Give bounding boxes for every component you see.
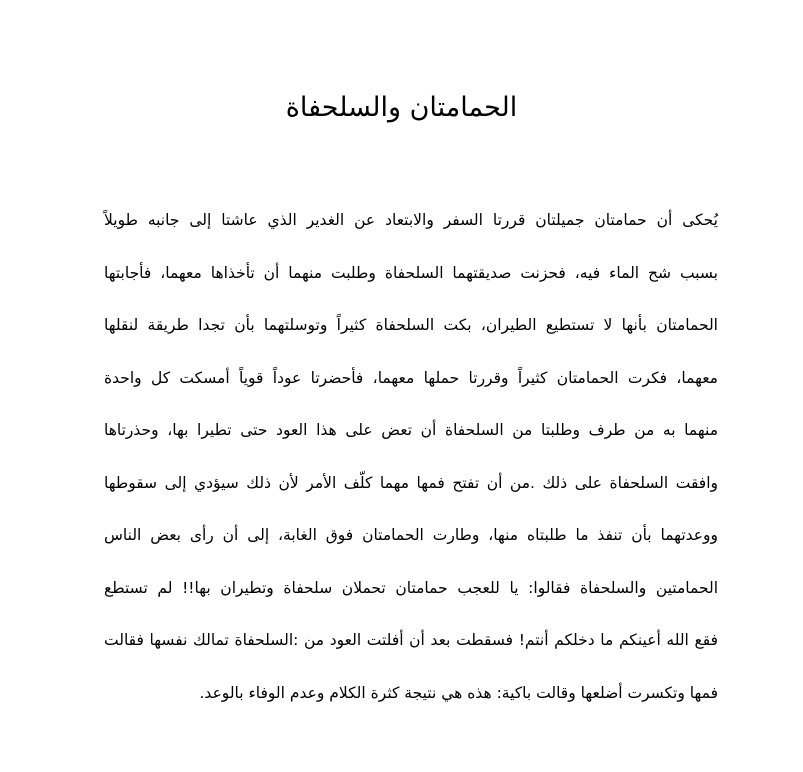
paragraph-line: بسبب شح الماء فيه، فحزنت صديقتهما السلحفاة وطلبت منهما أن تأخذاها معهما، فأجابتها	[104, 263, 718, 282]
paragraph-line: وافقت السلحفاة على ذلك .من أن تفتح فمها مهما كلّف الأمر لأن ذلك سيؤدي إلى سقوطها	[104, 473, 718, 492]
story-paragraph	[104, 203, 718, 728]
paragraph-line: معهما، فكرت الحمامتان كثيراً وقررتا حملها معهما، فأحضرتا عوداً قوياً أمسكت كل واحدة	[104, 368, 718, 387]
paragraph-line: ووعدتهما بأن تنفذ ما طلبتاه منها، وطارت الحمامتان فوق الغابة، إلى أن رأى بعض الناس	[104, 526, 718, 544]
paragraph-line: الحمامتين والسلحفاة فقالوا: يا للعجب حمامتان تحملان سلحفاة وتطيران بها!! لم تستطع	[104, 578, 718, 597]
paragraph-line: يُحكى أن حمامتان جميلتان قررتا السفر والابتعاد عن الغدير الذي عاشتا إلى جانبه طويلاً	[104, 211, 718, 229]
paragraph-line: منهما به من طرف وطلبتا من السلحفاة أن تعض على هذا العود حتى تطيرا بها، وحذرتاها	[104, 421, 718, 439]
paragraph-line: فمها وتكسرت أضلعها وقالت باكية: هذه هي نتيجة كثرة الكلام وعدم الوفاء بالوعد.	[199, 683, 718, 702]
document-title: الحمامتان والسلحفاة	[285, 92, 518, 123]
paragraph-line: فقع الله أعينكم ما دخلكم أنتم! فسقطت بعد أن أفلتت العود من :السلحفاة تمالك نفسها فقالت	[104, 631, 718, 649]
paragraph-line: الحمامتان بأنها لا تستطيع الطيران، بكت السلحفاة كثيراً وتوسلتهما بأن تجدا طريقة لنقلها	[104, 316, 718, 334]
